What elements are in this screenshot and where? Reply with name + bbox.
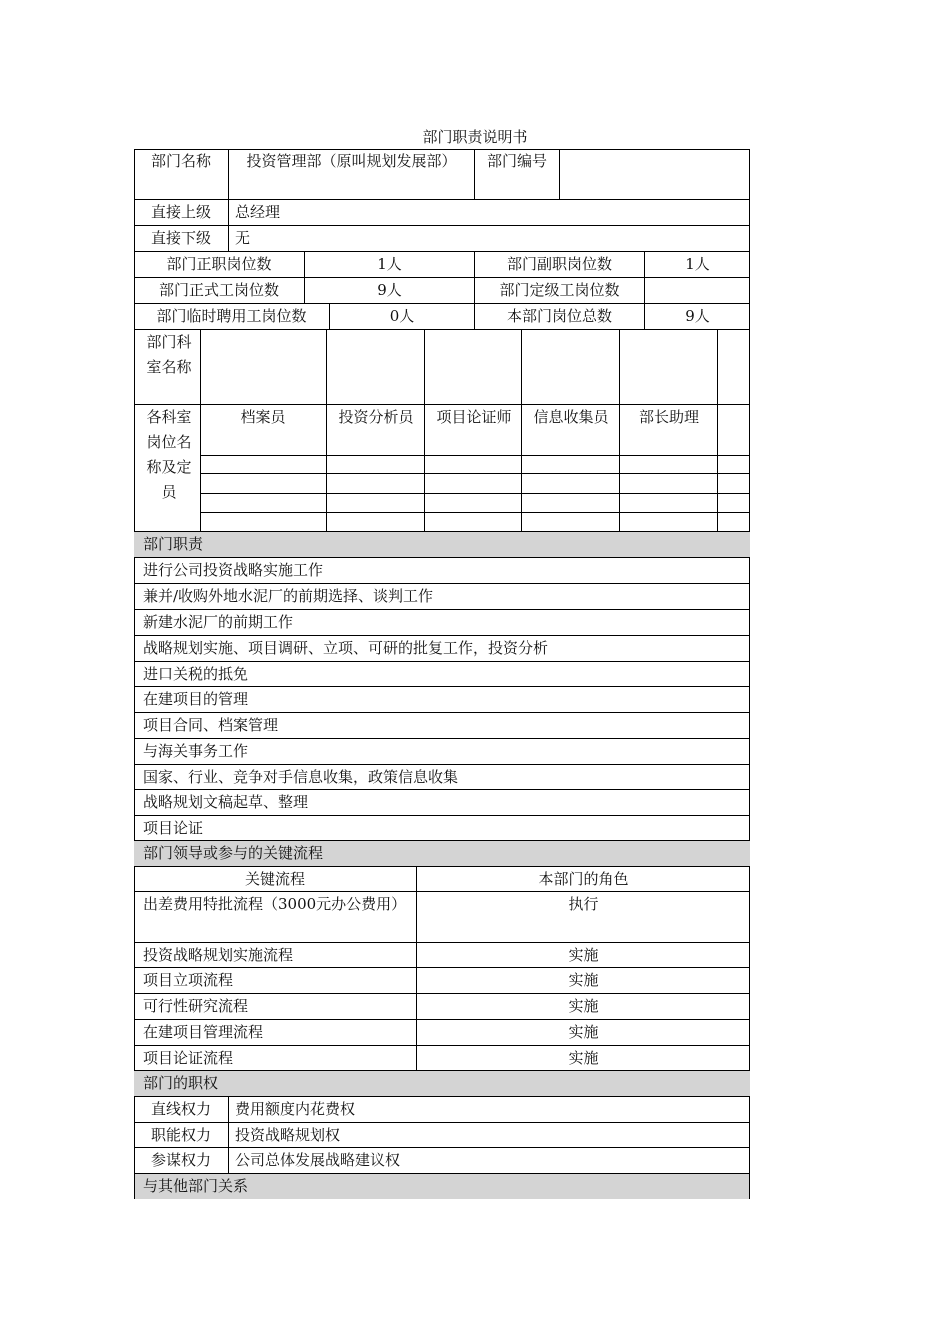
room-post-2: 投资分析员: [338, 408, 414, 426]
duty-item: [134, 713, 750, 739]
subordinate-label: 直接下级: [134, 226, 229, 251]
process-name: 可行性研究流程: [134, 994, 417, 1019]
processes-header: [134, 841, 750, 867]
principal-value: 1人: [305, 252, 475, 277]
duty-item: [134, 687, 750, 713]
fixed-value: [645, 278, 750, 303]
dept-name-value: 投资管理部（原叫规划发展部）: [229, 149, 475, 199]
authority-row: [134, 1123, 750, 1148]
formal-label: 部门正式工岗位数: [134, 278, 305, 303]
authority-desc: 公司总体发展战略建议权: [235, 1151, 401, 1169]
room-post-5: 部长助理: [638, 408, 699, 426]
duty-text: 战略规划文稿起草、整理: [143, 793, 309, 811]
process-row: [134, 968, 750, 994]
duty-text: 新建水泥厂的前期工作: [143, 613, 294, 631]
subordinate-value: 无: [235, 229, 251, 247]
authority-type: 职能权力: [134, 1123, 229, 1147]
col-process: 关键流程: [134, 867, 417, 891]
process-role: 执行: [568, 895, 599, 913]
process-row: [134, 943, 750, 968]
col-role: 本部门的角色: [538, 870, 629, 888]
subordinate-row: [134, 226, 750, 252]
duties-header-text: 部门职责: [143, 535, 204, 553]
duty-text: 在建项目的管理: [143, 690, 249, 708]
superior-value: 总经理: [235, 203, 281, 221]
duties-header: [134, 532, 750, 558]
duty-item: [134, 584, 750, 610]
duty-text: 进口关税的抵免: [143, 665, 249, 683]
process-name: 在建项目管理流程: [134, 1020, 417, 1045]
fixed-label: 部门定级工岗位数: [475, 278, 645, 303]
duty-text: 进行公司投资战略实施工作: [143, 561, 324, 579]
process-role: 实施: [568, 997, 599, 1015]
process-role: 实施: [568, 946, 599, 964]
principal-row: [134, 252, 750, 278]
relations-header: [134, 1174, 750, 1199]
duty-item: [134, 558, 750, 584]
document-title: 部门职责说明书: [422, 128, 528, 146]
duty-item: [134, 662, 750, 687]
deputy-label: 部门副职岗位数: [475, 252, 645, 277]
process-row: [134, 1020, 750, 1046]
temp-label: 部门临时聘用工岗位数: [134, 304, 330, 329]
process-name: 项目论证流程: [134, 1046, 417, 1070]
duty-text: 国家、行业、竞争对手信息收集，政策信息收集: [143, 768, 459, 786]
process-role: 实施: [568, 1049, 599, 1067]
process-name: 项目立项流程: [134, 968, 417, 993]
authority-type: 参谋权力: [134, 1148, 229, 1173]
duty-item: [134, 739, 750, 765]
process-row: [134, 994, 750, 1020]
dept-name-label: 部门名称: [134, 149, 229, 199]
dept-name-row: [134, 149, 750, 200]
authority-desc: 投资战略规划权: [235, 1126, 341, 1144]
room-posts-label: 各科室岗位名称及定员: [146, 408, 192, 501]
process-name: 投资战略规划实施流程: [134, 943, 417, 967]
authority-row: [134, 1148, 750, 1174]
process-row: [134, 1046, 750, 1071]
authority-row: [134, 1097, 750, 1123]
authority-type: 直线权力: [134, 1097, 229, 1122]
room-names-label: 部门科室名称: [146, 333, 192, 376]
deputy-value: 1人: [685, 255, 710, 273]
formal-row: [134, 278, 750, 304]
duty-item: [134, 765, 750, 790]
process-name: 出差费用特批流程（3000元办公费用）: [134, 892, 417, 942]
room-post-4: 信息收集员: [533, 408, 609, 426]
room-post-3: 项目论证师: [436, 408, 512, 426]
principal-label: 部门正职岗位数: [134, 252, 305, 277]
room-post-1: 档案员: [240, 408, 286, 426]
duty-text: 兼并/收购外地水泥厂的前期选择、谈判工作: [143, 587, 434, 605]
superior-label: 直接上级: [134, 200, 229, 225]
total-label: 本部门岗位总数: [475, 304, 645, 329]
authority-header-text: 部门的职权: [143, 1074, 219, 1092]
formal-value: 9人: [305, 278, 475, 303]
processes-header-text: 部门领导或参与的关键流程: [143, 844, 324, 862]
dept-no-value: [560, 149, 750, 199]
duty-item: [134, 610, 750, 636]
duty-item: [134, 816, 750, 841]
relations-header-text: 与其他部门关系: [143, 1177, 249, 1195]
duty-item: [134, 636, 750, 662]
superior-row: [134, 200, 750, 226]
temp-row: [134, 304, 750, 330]
dept-no-label: 部门编号: [475, 149, 560, 199]
process-role: 实施: [568, 971, 599, 989]
total-value: 9人: [685, 307, 710, 325]
temp-value: 0人: [330, 304, 475, 329]
duty-item: [134, 790, 750, 816]
duty-text: 与海关事务工作: [143, 742, 249, 760]
process-role: 实施: [568, 1023, 599, 1041]
authority-header: [134, 1071, 750, 1097]
duty-text: 项目论证: [143, 819, 204, 837]
duty-text: 项目合同、档案管理: [143, 716, 279, 734]
process-row: [134, 892, 750, 943]
authority-desc: 费用额度内花费权: [235, 1100, 356, 1118]
processes-column-row: [134, 867, 750, 892]
duty-text: 战略规划实施、项目调研、立项、可研的批复工作，投资分析: [143, 639, 549, 657]
